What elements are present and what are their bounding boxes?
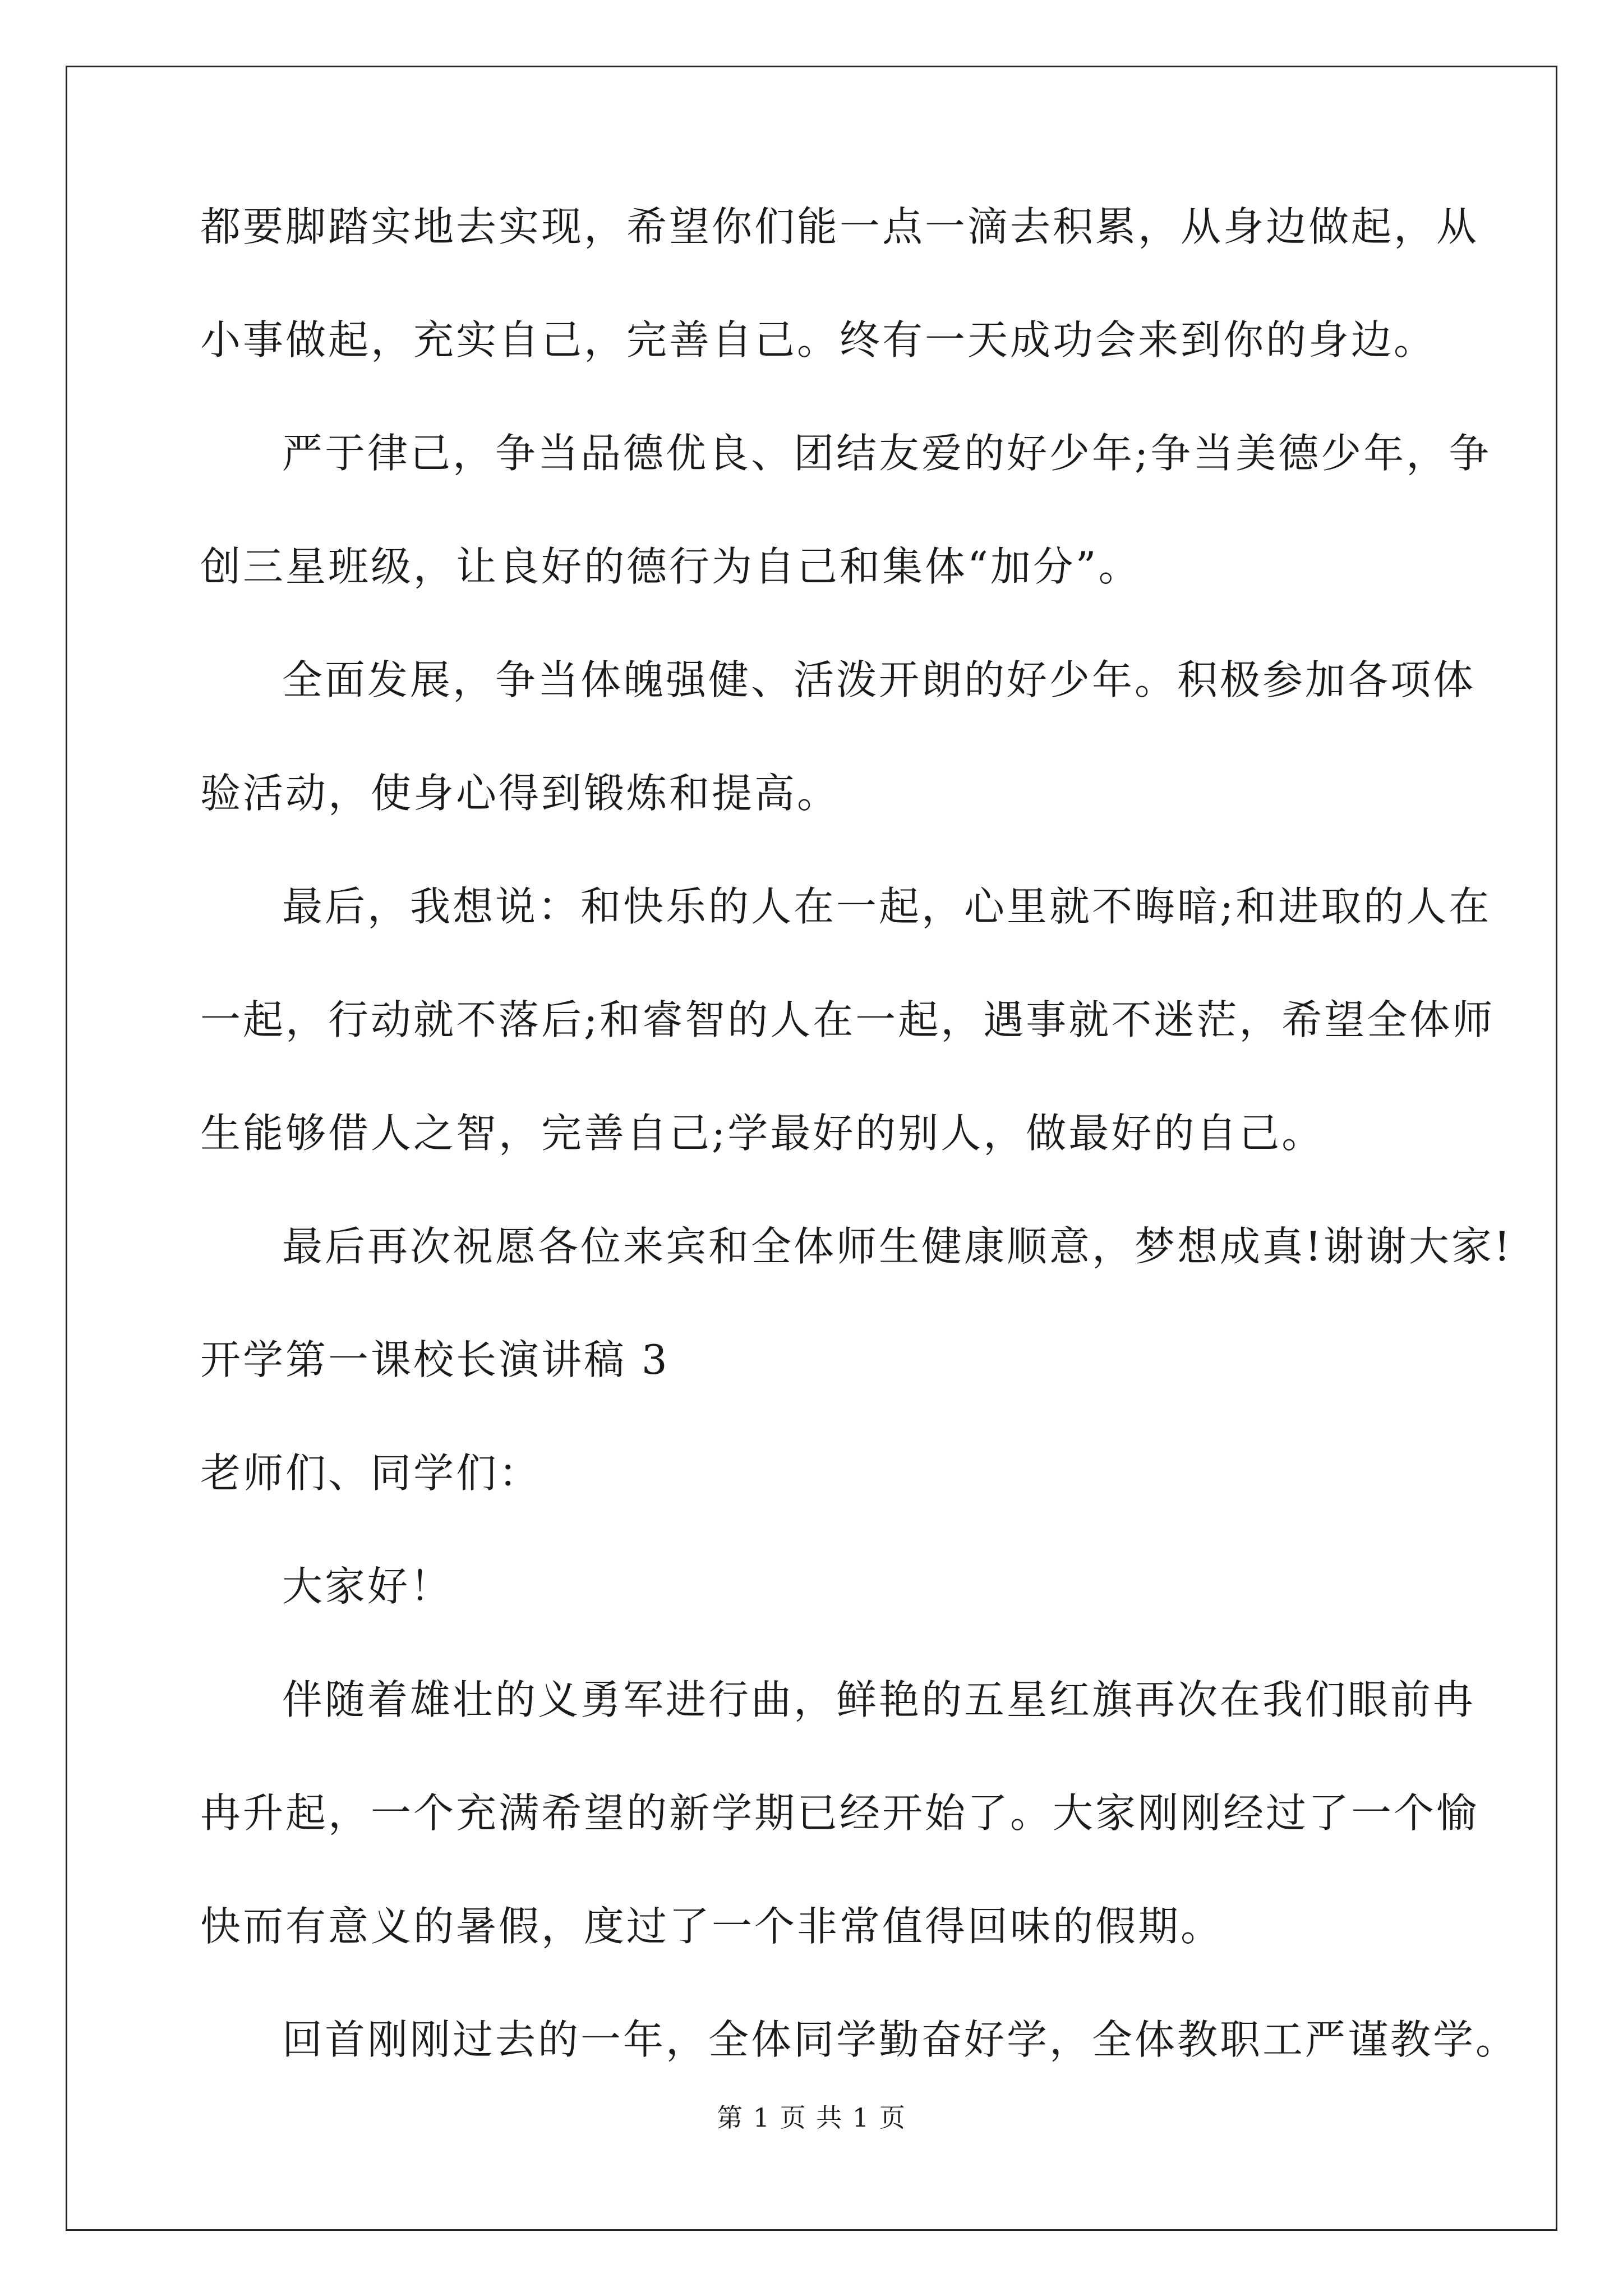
text-line: 严于律己，争当品德优良、团结友爱的好少年;争当美德少年，争 [282, 430, 1492, 477]
text-line: 快而有意义的暑假，度过了一个非常值得回味的假期。 [200, 1903, 1224, 1950]
text-line: 小事做起，充实自己，完善自己。终有一天成功会来到你的身边。 [200, 316, 1437, 364]
greeting: 大家好！ [282, 1563, 453, 1610]
text-line: 全面发展，争当体魄强健、活泼开朗的好少年。积极参加各项体 [282, 656, 1476, 703]
text-line: 回首刚刚过去的一年，全体同学勤奋好学，全体教职工严谨教学。 [282, 2016, 1519, 2063]
salutation: 老师们、同学们： [200, 1450, 542, 1497]
text-line: 冉升起，一个充满希望的新学期已经开始了。大家刚刚经过了一个愉 [200, 1789, 1479, 1837]
text-line: 一起，行动就不落后;和睿智的人在一起，遇事就不迷茫，希望全体师 [200, 996, 1495, 1043]
text-line: 伴随着雄壮的义勇军进行曲，鲜艳的五星红旗再次在我们眼前冉 [282, 1676, 1476, 1723]
text-line: 最后，我想说：和快乐的人在一起，心里就不晦暗;和进取的人在 [282, 883, 1492, 930]
text-line: 生能够借人之智，完善自己;学最好的别人，做最好的自己。 [200, 1110, 1325, 1157]
document-body [200, 203, 1519, 2133]
page-footer: 第 1 页 共 1 页 [717, 2102, 906, 2133]
text-line: 验活动，使身心得到锻炼和提高。 [200, 770, 840, 817]
text-line: 最后再次祝愿各位来宾和全体师生健康顺意，梦想成真!谢谢大家! [282, 1223, 1513, 1270]
text-line: 都要脚踏实地去实现，希望你们能一点一滴去积累，从身边做起，从 [200, 203, 1479, 250]
text-line: 创三星班级，让良好的德行为自己和集体“加分”。 [200, 543, 1141, 590]
section-heading: 开学第一课校长演讲稿 3 [200, 1336, 670, 1383]
